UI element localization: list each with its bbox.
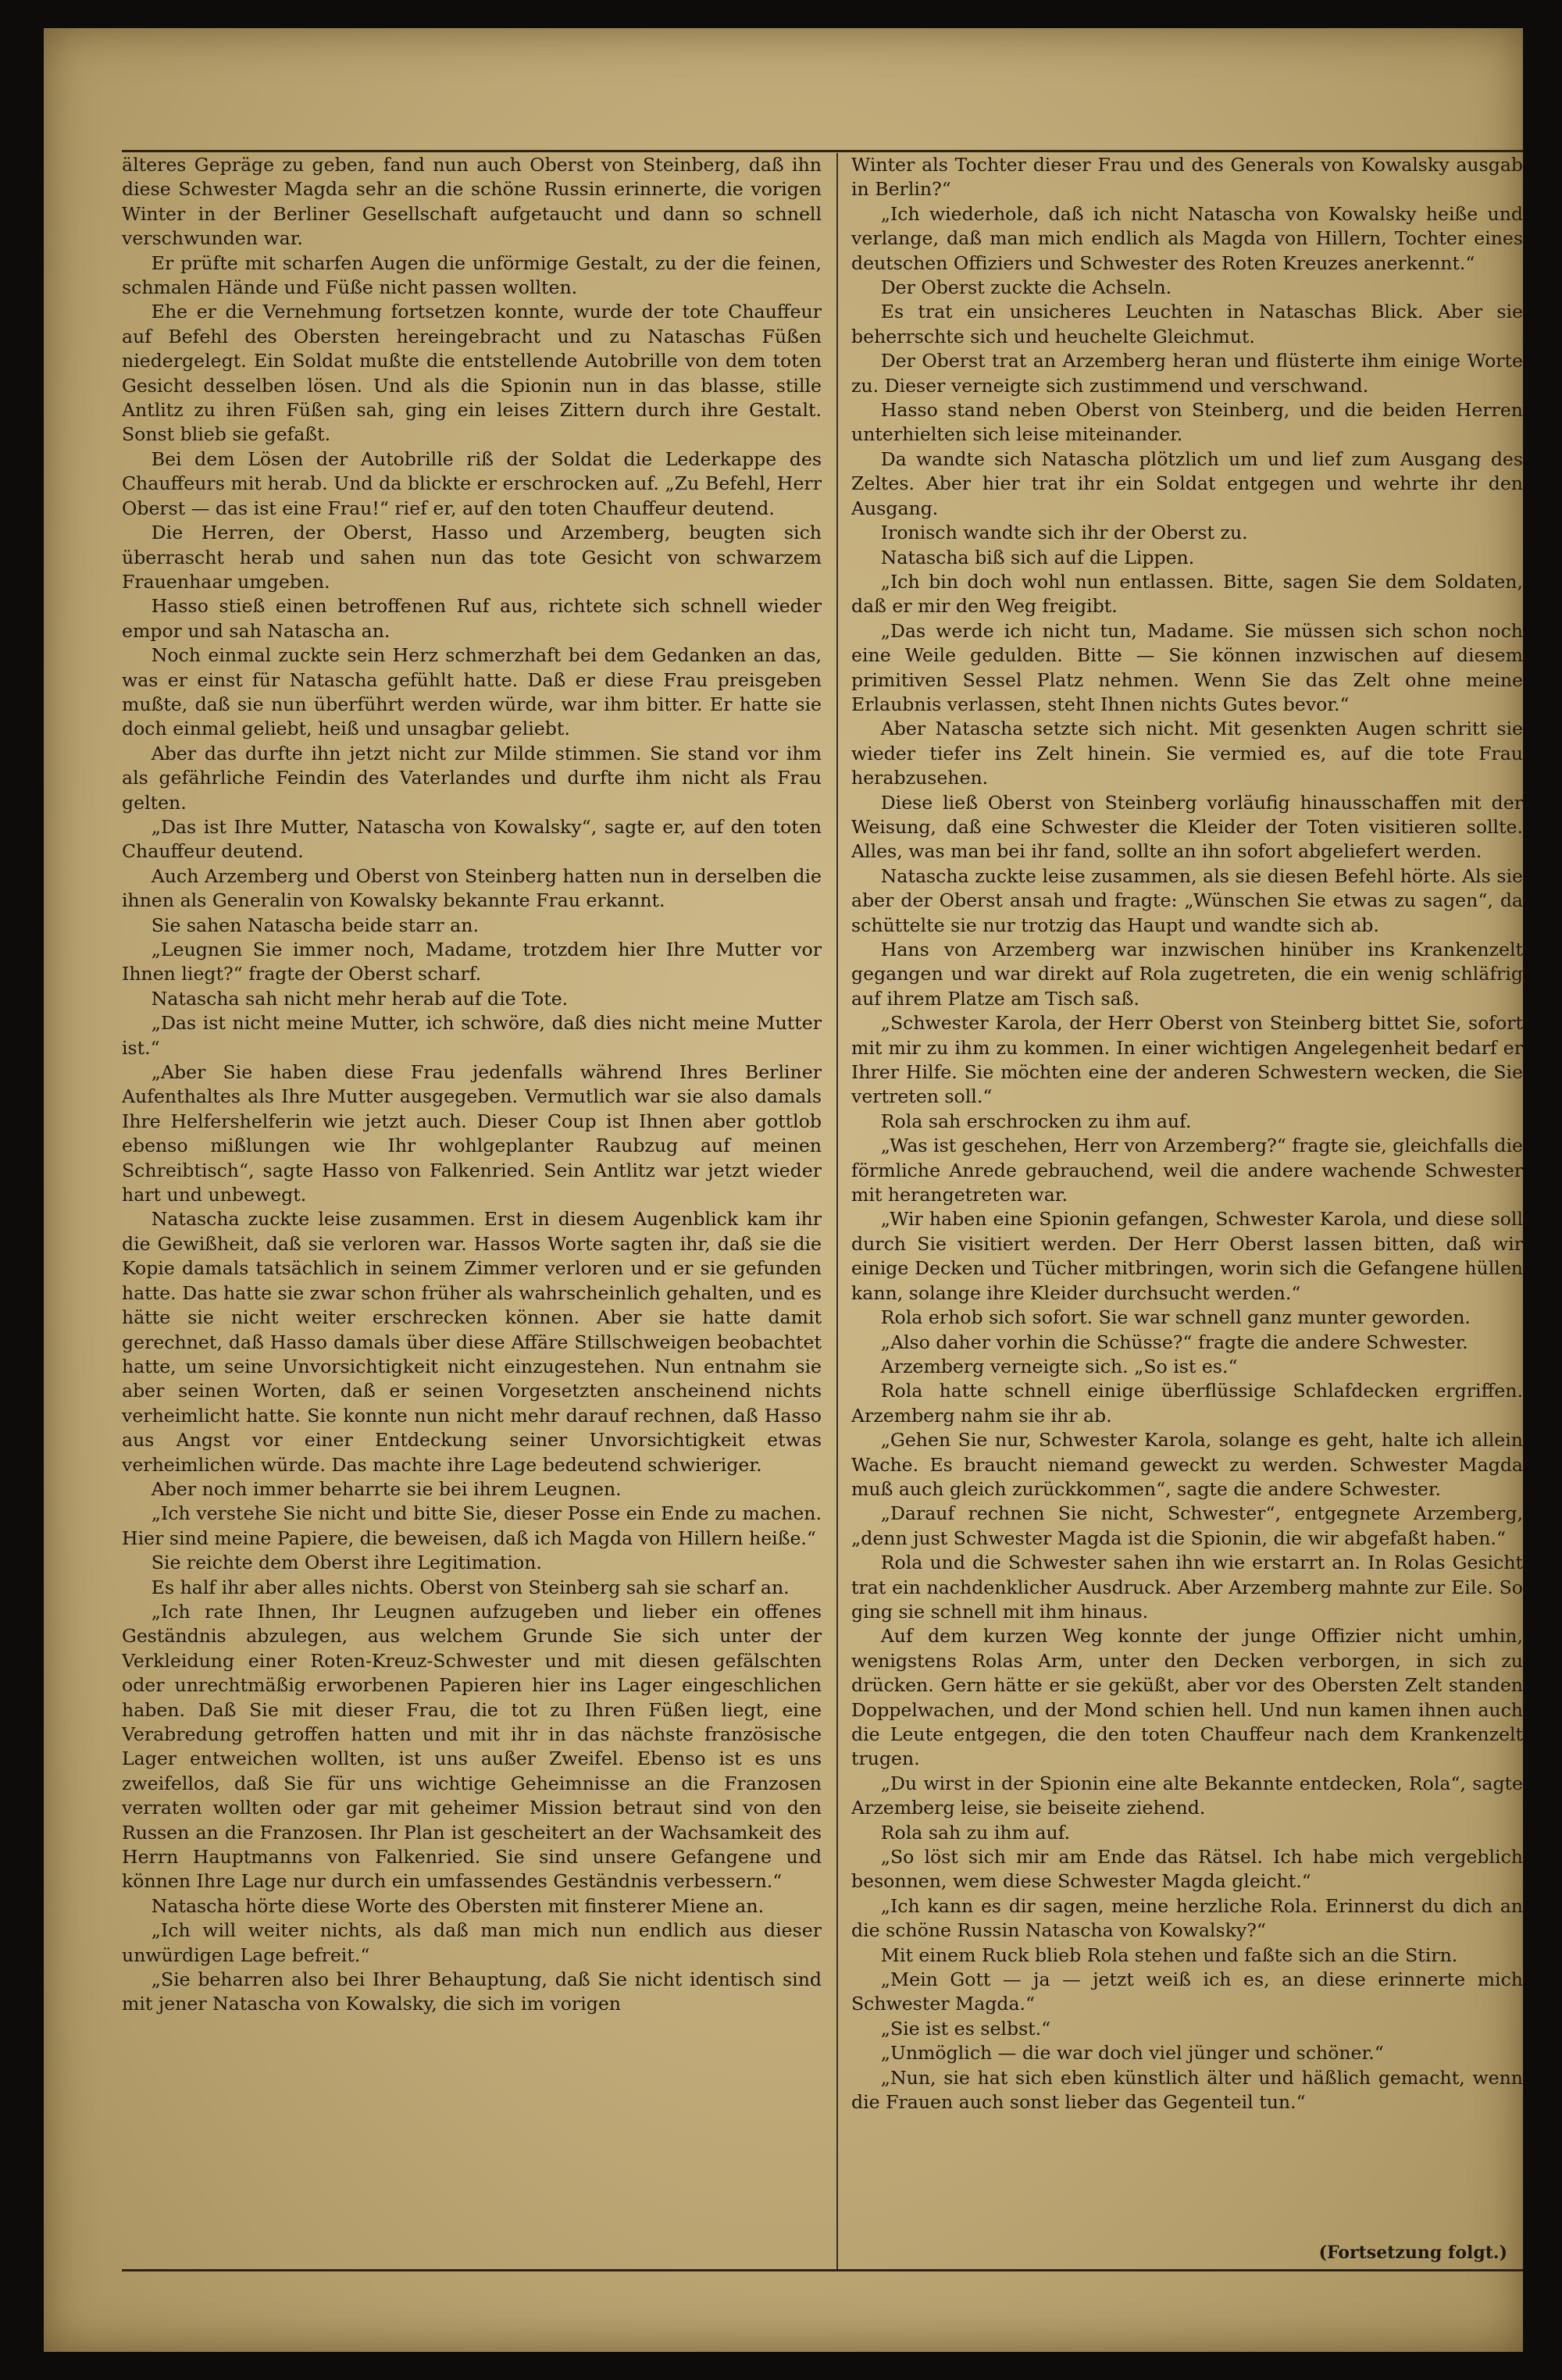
paragraph: Auch Arzemberg und Oberst von Steinberg hatten nun in derselben die ihnen als Generalin von Kowalsky bekannte Frau erkannt. [122, 864, 822, 912]
paragraph: Der Oberst trat an Arzemberg heran und flüsterte ihm einige Worte zu. Dieser verneigte sich zustimmend und verschwand. [851, 350, 1523, 397]
paragraph: Es half ihr aber alles nichts. Oberst von Steinberg sah sie scharf an. [151, 1576, 790, 1598]
paragraph: „Leugnen Sie immer noch, Madame, trotzdem hier Ihre Mutter vor Ihnen liegt?“ fragte der Oberst scharf. [122, 939, 822, 985]
paragraph: „Ich verstehe Sie nicht und bitte Sie, dieser Posse ein Ende zu machen. Hier sind meine Papiere, die beweisen, daß ich Magda von Hillern heiße.“ [122, 1502, 822, 1549]
paragraph: Es trat ein unsicheres Leuchten in Nataschas Blick. Aber sie beherrschte sich und heuchelte Gleichmut. [851, 301, 1523, 347]
paragraph: „Das ist Ihre Mutter, Natascha von Kowalsky“, sagte er, auf den toten Chauffeur deutend. [122, 815, 822, 863]
paragraph: Diese ließ Oberst von Steinberg vorläufig hinausschaffen mit der Weisung, daß eine Schwester die Kleider der Toten visitieren sollte. Alles, was man bei ihr fand, sollte an ihn sofort abgeliefert werden. [851, 791, 1523, 863]
paragraph: „Was ist geschehen, Herr von Arzemberg?“ fragte sie, gleichfalls die förmliche Anrede gebrauchend, weil die andere wachende Schwester mit herangetreten war. [851, 1135, 1523, 1206]
paragraph: „Unmöglich — die war doch viel jünger und schöner.“ [880, 2042, 1384, 2065]
paragraph: Rola und die Schwester sahen ihn wie erstarrt an. In Rolas Gesicht trat ein nachdenklicher Ausdruck. Aber Arzemberg mahnte zur Eile. So ging sie schnell mit ihm hinaus. [851, 1552, 1523, 1623]
paragraph: Sie sahen Natascha beide starr an. [151, 914, 479, 936]
paragraph: „Darauf rechnen Sie nicht, Schwester“, entgegnete Arzemberg, „denn just Schwester Magda ist die Spionin, die wir abgefaßt haben.“ [851, 1502, 1523, 1549]
top-rule [122, 150, 1523, 152]
continuation-note: (Fortsetzung folgt.) [1318, 2243, 1507, 2263]
paragraph: „Ich will weiter nichts, als daß man mich nun endlich aus dieser unwürdigen Lage befreit.“ [122, 1919, 822, 1966]
paragraph: „Also daher vorhin die Schüsse?“ fragte die andere Schwester. [880, 1331, 1468, 1353]
paragraph: Er prüfte mit scharfen Augen die unförmige Gestalt, zu der die feinen, schmalen Hände und Füße nicht passen wollten. [122, 251, 822, 299]
newspaper-page [44, 28, 1523, 2352]
paragraph: Hasso stieß einen betroffenen Ruf aus, richtete sich schnell wieder empor und sah Natascha an. [122, 595, 822, 642]
paragraph: Aber Natascha setzte sich nicht. Mit gesenkten Augen schritt sie wieder tiefer ins Zelt hinein. Sie vermied es, auf die tote Frau herabzusehen. [851, 718, 1523, 789]
column-divider [836, 153, 838, 2271]
paragraph: „Ich rate Ihnen, Ihr Leugnen aufzugeben und lieber ein offenes Geständnis abzulegen, aus welchem Grunde Sie sich unter der Verkleidung einer Roten-Kreuz-Schwester und mit diesen gefälschten oder unrechtmäßig erworbenen Papieren hier ins Lager eingeschlichen haben. Daß Sie mit dieser Frau, die tot zu Ihren Füßen liegt, eine Verabredung getroffen hatten und mit ihr in das nächste französische Lager entweichen wollten, ist uns außer Zweifel. Ebenso ist es uns zweifellos, daß Sie für uns wichtige Geheimnisse an die Franzosen verraten wollten oder gar mit geheimer Mission betraut sind von den Russen an die Franzosen. Ihr Plan ist gescheitert an der Wachsamkeit des Herrn Hauptmanns von Falkenried. Sie sind unsere Gefangene und können Ihre Lage nur durch ein umfassendes Geständnis verbessern.“ [122, 1600, 822, 1893]
paragraph: Natascha hörte diese Worte des Obersten mit finsterer Miene an. [151, 1894, 765, 1917]
paragraph: „Ich kann es dir sagen, meine herzliche Rola. Erinnerst du dich an die schöne Russin Natascha von Kowalsky?“ [851, 1894, 1523, 1942]
paragraph: „Sie beharren also bei Ihrer Behauptung, daß Sie nicht identisch sind mit jener Natascha von Kowalsky, die sich im vorigen [122, 1968, 822, 2015]
paragraph: Aber das durfte ihn jetzt nicht zur Milde stimmen. Sie stand vor ihm als gefährliche Feindin des Vaterlandes und durfte ihm nicht als Frau gelten. [122, 742, 822, 814]
paragraph: Ehe er die Vernehmung fortsetzen konnte, wurde der tote Chauffeur auf Befehl des Obersten hereingebracht und zu Nataschas Füßen niedergelegt. Ein Soldat mußte die entstellende Autobrille von dem toten Gesicht desselben lösen. Und als die Spionin nun in das blasse, stille Antlitz zu ihren Füßen sah, ging ein leises Zittern durch ihre Gestalt. Sonst blieb sie gefaßt. [122, 301, 822, 446]
paragraph: „Sie ist es selbst.“ [880, 2017, 1051, 2040]
paragraph: „Ich bin doch wohl nun entlassen. Bitte, sagen Sie dem Soldaten, daß er mir den Weg freigibt. [851, 570, 1523, 618]
paragraph: Winter als Tochter dieser Frau und des Generals von Kowalsky ausgab in Berlin?“ [851, 154, 1523, 201]
paragraph: Natascha biß sich auf die Lippen. [880, 546, 1195, 568]
paragraph: Rola erhob sich sofort. Sie war schnell ganz munter geworden. [880, 1306, 1471, 1329]
paragraph: „Gehen Sie nur, Schwester Karola, solange es geht, halte ich allein Wache. Es braucht niemand geweckt zu werden. Schwester Magda muß auch gleich zurückkommen“, sagte die andere Schwester. [851, 1429, 1523, 1500]
paragraph: Rola sah erschrocken zu ihm auf. [880, 1110, 1192, 1132]
paragraph: Hans von Arzemberg war inzwischen hinüber ins Krankenzelt gegangen und war direkt auf Rola zugetreten, die ein wenig schläfrig auf ihrem Platze am Tisch saß. [851, 939, 1523, 1010]
paragraph: Natascha zuckte leise zusammen, als sie diesen Befehl hörte. Als sie aber der Oberst ansah und fragte: „Wünschen Sie etwas zu sagen“, da schüttelte sie nur trotzig das Haupt und wandte sich ab. [851, 864, 1523, 936]
bottom-rule [122, 2269, 1523, 2271]
paragraph: Natascha zuckte leise zusammen. Erst in diesem Augenblick kam ihr die Gewißheit, daß sie verloren war. Hassos Worte sagten ihr, daß sie die Kopie damals tatsächlich in seinem Zimmer verloren und er sie gefunden hatte. Das hatte sie zwar schon früher als wahrscheinlich gehalten, und es hätte sie nicht weiter erschrecken können. Aber sie hatte damit gerechnet, daß Hasso damals über diese Affäre Stillschweigen beobachtet hatte, um seine Unvorsichtigkeit nicht einzugestehen. Nun entnahm sie aber seinen Worten, daß er seinen Vorgesetzten anscheinend nichts verheimlicht hatte. Sie konnte nun nicht mehr darauf rechnen, daß Hasso aus Angst vor einer Entdeckung seiner Unvorsichtigkeit etwas verheimlichen würde. Das machte ihre Lage bedeutend schwieriger. [122, 1208, 822, 1476]
paragraph: Natascha sah nicht mehr herab auf die Tote. [151, 987, 569, 1010]
paragraph: Aber noch immer beharrte sie bei ihrem Leugnen. [151, 1477, 622, 1500]
paragraph: Rola hatte schnell einige überflüssige Schlafdecken ergriffen. Arzemberg nahm sie ihr ab. [851, 1380, 1523, 1427]
paragraph: Ironisch wandte sich ihr der Oberst zu. [880, 522, 1248, 544]
paragraph: Rola sah zu ihm auf. [880, 1821, 1071, 1844]
paragraph: „Das ist nicht meine Mutter, ich schwöre, daß dies nicht meine Mutter ist.“ [122, 1012, 822, 1059]
paragraph: Sie reichte dem Oberst ihre Legitimation. [151, 1552, 542, 1574]
paragraph: älteres Gepräge zu geben, fand nun auch Oberst von Steinberg, daß ihn diese Schwester Magda sehr an die schöne Russin erinnerte, die vorigen Winter in der Berliner Gesellschaft aufgetaucht und dann so schnell verschwunden war. [122, 154, 822, 250]
paragraph: „Mein Gott — ja — jetzt weiß ich es, an diese erinnerte mich Schwester Magda.“ [851, 1968, 1523, 2015]
paragraph: Die Herren, der Oberst, Hasso und Arzemberg, beugten sich überrascht herab und sahen nun das tote Gesicht von schwarzem Frauenhaar umgeben. [122, 522, 822, 593]
right-column [851, 153, 1523, 2261]
paragraph: Mit einem Ruck blieb Rola stehen und faßte sich an die Stirn. [880, 1944, 1458, 1966]
paragraph: Noch einmal zuckte sein Herz schmerzhaft bei dem Gedanken an das, was er einst für Natascha gefühlt hatte. Daß er diese Frau preisgeben mußte, daß sie nun überführt werden würde, war ihm bitter. Er hatte sie doch einmal geliebt, heiß und unsagbar geliebt. [122, 644, 822, 740]
paragraph: „Aber Sie haben diese Frau jedenfalls während Ihres Berliner Aufenthaltes als Ihre Mutter ausgegeben. Vermutlich war sie also damals Ihre Helfershelferin wie jetzt auch. Dieser Coup ist Ihnen aber gottlob ebenso mißlungen wie Ihr wohlgeplanter Raubzug auf meinen Schreibtisch“, sagte Hasso von Falkenried. Sein Antlitz war jetzt wieder hart und unbewegt. [122, 1061, 822, 1206]
paragraph: Bei dem Lösen der Autobrille riß der Soldat die Lederkappe des Chauffeurs mit herab. Und da blickte er erschrocken auf. „Zu Befehl, Herr Oberst — das ist eine Frau!“ rief er, auf den toten Chauffeur deutend. [122, 447, 822, 519]
paragraph: „So löst sich mir am Ende das Rätsel. Ich habe mich vergeblich besonnen, wem diese Schwester Magda gleicht.“ [851, 1846, 1523, 1893]
paragraph: Da wandte sich Natascha plötzlich um und lief zum Ausgang des Zeltes. Aber hier trat ihr ein Soldat entgegen und wehrte ihr den Ausgang. [851, 447, 1523, 519]
paragraph: Hasso stand neben Oberst von Steinberg, und die beiden Herren unterhielten sich leise miteinander. [851, 399, 1523, 446]
paragraph: Auf dem kurzen Weg konnte der junge Offizier nicht umhin, wenigstens Rolas Arm, unter den Decken verborgen, in sich zu drücken. Gern hätte er sie geküßt, aber vor des Obersten Zelt standen Doppelwachen, und der Mond schien hell. Und nun kamen ihnen auch die Leute entgegen, die den toten Chauffeur nach dem Krankenzelt trugen. [851, 1625, 1523, 1770]
paragraph: „Du wirst in der Spionin eine alte Bekannte entdecken, Rola“, sagte Arzemberg leise, sie beiseite ziehend. [851, 1772, 1523, 1819]
paragraph: „Wir haben eine Spionin gefangen, Schwester Karola, und diese soll durch Sie visitiert werden. Der Herr Oberst lassen bitten, daß wir einige Decken und Tücher mitbringen, worin sich die Gefangene hüllen kann, solange ihre Kleider durchsucht werden.“ [851, 1208, 1523, 1304]
left-column [122, 153, 822, 2261]
paragraph: Der Oberst zuckte die Achseln. [880, 276, 1172, 299]
paragraph: „Nun, sie hat sich eben künstlich älter und häßlich gemacht, wenn die Frauen auch sonst lieber das Gegenteil tun.“ [851, 2066, 1523, 2114]
paragraph: „Schwester Karola, der Herr Oberst von Steinberg bittet Sie, sofort mit mir zu ihm zu kommen. In einer wichtigen Angelegenheit bedarf er Ihrer Hilfe. Sie möchten eine der anderen Schwestern wecken, die Sie vertreten soll.“ [851, 1012, 1523, 1108]
paragraph: „Ich wiederhole, daß ich nicht Natascha von Kowalsky heiße und verlange, daß man mich endlich als Magda von Hillern, Tochter eines deutschen Offiziers und Schwester des Roten Kreuzes anerkennt.“ [851, 202, 1523, 274]
paragraph: „Das werde ich nicht tun, Madame. Sie müssen sich schon noch eine Weile gedulden. Bitte — Sie können inzwischen auf diesem primitiven Sessel Platz nehmen. Wenn Sie das Zelt ohne meine Erlaubnis verlassen, steht Ihnen nichts Gutes bevor.“ [851, 619, 1523, 715]
paragraph: Arzemberg verneigte sich. „So ist es.“ [880, 1355, 1238, 1377]
